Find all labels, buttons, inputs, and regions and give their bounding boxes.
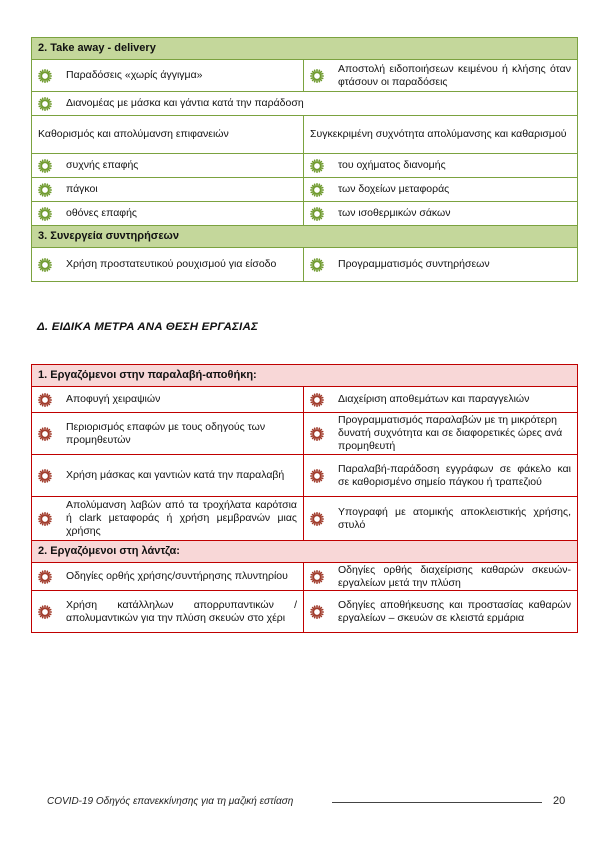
list-item: Υπογραφή με ατομικής αποκλειστικής χρήσης, στυλό [310,506,571,532]
maintenance-crews-title: 3. Συνεργεία συντηρήσεων [32,226,578,248]
list-item: Οδηγίες ορθής χρήσης/συντήρησης πλυντηρίου [38,570,297,584]
gear-ring-icon [38,570,52,584]
gear-ring-icon [38,605,52,619]
gear-ring-icon [38,512,52,526]
gear-ring-icon [310,258,324,272]
gear-ring-icon [310,207,324,221]
workplace-measures-table [31,364,578,633]
gear-ring-icon [310,159,324,173]
list-item: Χρήση μάσκας και γαντιών κατά την παραλαβή [38,469,297,483]
list-item: Προγραμματισμός παραλαβών με τη μικρότερη δυνατή συχνότητα και σε διαφορετικές ώρες ανά προμηθευτή [310,414,571,453]
take-away-delivery-table [31,37,578,282]
list-item: Διαχείριση αποθεμάτων και παραγγελιών [310,393,571,407]
list-item: οθόνες επαφής [38,207,297,221]
gear-ring-icon [310,512,324,526]
footer-divider [332,802,542,803]
gear-ring-icon [310,69,324,83]
list-item: Προγραμματισμός συντηρήσεων [310,258,571,272]
list-item: των δοχείων μεταφοράς [310,183,571,197]
list-item: Αποφυγή χειραψιών [38,393,297,407]
list-item: Παραλαβή-παράδοση εγγράφων σε φάκελο και σε καθορισμένο σημείο πάγκου ή τραπεζιού [310,463,571,489]
gear-ring-icon [38,469,52,483]
gear-ring-icon [310,570,324,584]
list-item: Αποστολή ειδοποιήσεων κειμένου ή κλήσης όταν φτάσουν οι παραδόσεις [310,63,571,89]
gear-ring-icon [38,69,52,83]
list-item: Διανομέας με μάσκα και γάντια κατά την παράδοση [38,97,571,111]
list-item: Οδηγίες αποθήκευσης και προστασίας καθαρών εργαλείων – σκευών σε κλειστά ερμάρια [310,599,571,625]
list-item: του οχήματος διανομής [310,159,571,173]
gear-ring-icon [38,427,52,441]
list-item: Οδηγίες ορθής διαχείρισης καθαρών σκευών- εργαλείων μετά την πλύση [310,564,571,590]
list-item: Απολύμανση λαβών από τα τροχήλατα καρότσια ή clark μεταφοράς ή χρήση μεμβρανών μιας χρήσης [38,499,297,538]
gear-ring-icon [310,427,324,441]
gear-ring-icon [38,207,52,221]
surfaces-label: Καθορισμός και απολύμανση επιφανειών [38,128,229,140]
gear-ring-icon [38,183,52,197]
take-away-delivery-title: 2. Take away - delivery [32,38,578,60]
gear-ring-icon [310,183,324,197]
gear-ring-icon [310,393,324,407]
page-number: 20 [553,795,566,807]
list-item: των ισοθερμικών σάκων [310,207,571,221]
gear-ring-icon [38,159,52,173]
dishwashing-title: 2. Εργαζόμενοι στη λάντζα: [32,541,578,563]
list-item: Παραδόσεις «χωρίς άγγιγμα» [38,69,297,83]
gear-ring-icon [310,605,324,619]
list-item: Χρήση προστατευτικού ρουχισμού για είσοδο [38,258,297,272]
footer-title: COVID-19 Οδηγός επανεκκίνησης για τη μαζική εστίαση [47,796,294,807]
list-item: πάγκοι [38,183,297,197]
section-heading: Δ. ΕΙΔΙΚΑ ΜΕΤΡΑ ΑΝΑ ΘΕΣΗ ΕΡΓΑΣΙΑΣ [37,321,258,333]
list-item: Χρήση κατάλληλων απορρυπαντικών / απολυμαντικών για την πλύση σκευών στο χέρι [38,599,297,625]
gear-ring-icon [38,97,52,111]
gear-ring-icon [310,469,324,483]
gear-ring-icon [38,258,52,272]
receiving-warehouse-title: 1. Εργαζόμενοι στην παραλαβή-αποθήκη: [32,365,578,387]
frequency-label: Συγκεκριμένη συχνότητα απολύμανσης και καθαρισμού [310,128,567,140]
list-item: συχνής επαφής [38,159,297,173]
list-item: Περιορισμός επαφών με τους οδηγούς των προμηθευτών [38,421,297,447]
gear-ring-icon [38,393,52,407]
